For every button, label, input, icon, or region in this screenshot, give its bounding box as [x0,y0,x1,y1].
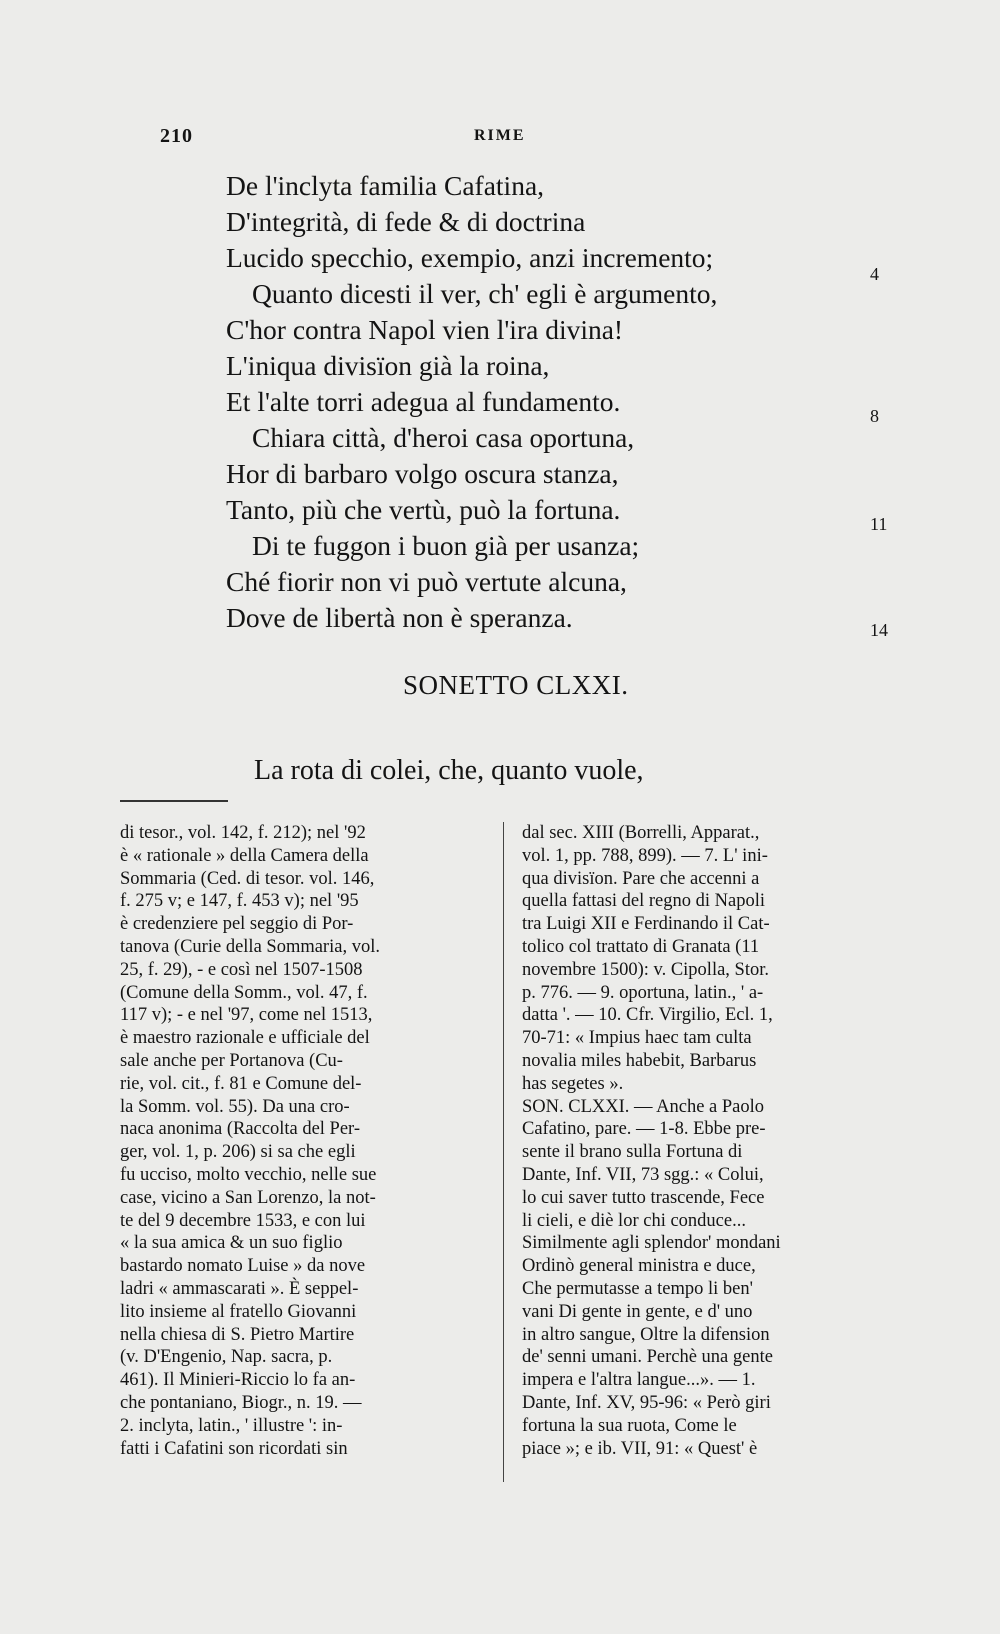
verse-line: Lucido specchio, exempio, anzi incremento; [226,242,714,273]
note-line: che pontaniano, Biogr., n. 19. — [120,1392,362,1413]
note-line: fortuna la sua ruota, Come le [522,1415,737,1436]
note-line: has segetes ». [522,1073,624,1094]
sonnet-heading: SONETTO CLXXI. [403,670,629,700]
note-line: è « rationale » della Camera della [120,845,369,866]
running-head: RIME [474,127,526,144]
note-line: fu ucciso, molto vecchio, nelle sue [120,1164,377,1185]
note-line: te del 9 decembre 1533, e con lui [120,1210,366,1231]
verse-line: Et l'alte torri adegua al fundamento. [226,386,621,417]
verse-line: Ché fiorir non vi può vertute alcuna, [226,566,627,597]
verse-line: Tanto, più che vertù, può la fortuna. [226,494,621,525]
verse-line: Dove de libertà non è speranza. [226,602,573,633]
note-line: nella chiesa di S. Pietro Martire [120,1324,355,1345]
note-line: vol. 1, pp. 788, 899). — 7. L' ini- [522,845,768,866]
note-line: case, vicino a San Lorenzo, la not- [120,1187,376,1208]
verse-line: Chiara città, d'heroi casa oportuna, [252,422,635,453]
note-line: Dante, Inf. VII, 73 sgg.: « Colui, [522,1164,764,1185]
note-line: 2. inclyta, latin., ' illustre ': in- [120,1415,343,1436]
note-line: di tesor., vol. 142, f. 212); nel '92 [120,823,366,843]
note-line: Cafatino, pare. — 1-8. Ebbe pre- [522,1119,766,1140]
note-line: Dante, Inf. XV, 95-96: « Però giri [522,1392,771,1413]
note-line: piace »; e ib. VII, 91: « Quest' è [522,1438,758,1459]
verse-line: De l'inclyta familia Cafatina, [226,170,545,201]
note-line: (v. D'Engenio, Nap. sacra, p. [120,1347,333,1368]
note-line: tolico col trattato di Granata (11 [522,936,760,957]
page-header [0,125,1000,155]
note-line: sente il brano sulla Fortuna di [522,1142,743,1163]
note-line: in altro sangue, Oltre la difension [522,1324,770,1345]
note-line: p. 776. — 9. oportuna, latin., ' a- [522,982,764,1003]
note-line: vani Di gente in gente, e d' uno [522,1301,753,1322]
note-line: Che permutasse a tempo li ben' [522,1278,753,1299]
verse-line: Di te fuggon i buon già per usanza; [252,530,640,561]
note-line: novembre 1500): v. Cipolla, Stor. [522,959,769,980]
note-line: ger, vol. 1, p. 206) si sa che egli [120,1142,356,1163]
note-line: lo cui saver tutto trascende, Fece [522,1187,765,1208]
note-line: quella fattasi del regno di Napoli [522,891,765,912]
note-line: Sommaria (Ced. di tesor. vol. 146, [120,868,375,889]
note-line: novalia miles habebit, Barbarus [522,1050,757,1071]
note-line: la Somm. vol. 55). Da una cro- [120,1096,350,1117]
note-line: 461). Il Minieri-Riccio lo fa an- [120,1370,356,1391]
note-line: f. 275 v; e 147, f. 453 v); nel '95 [120,891,359,912]
verse-line: Hor di barbaro volgo oscura stanza, [226,458,619,489]
line-number: 8 [870,406,879,426]
note-line: Similmente agli splendor' mondani [522,1233,781,1254]
note-line: datta '. — 10. Cfr. Virgilio, Ecl. 1, [522,1005,773,1026]
line-number: 4 [870,264,879,284]
notes-left-column [120,822,492,1460]
page-number: 210 [160,125,193,147]
note-line: 117 v); - e nel '97, come nel 1513, [120,1005,373,1026]
note-line: dal sec. XIII (Borrelli, Apparat., [522,823,760,843]
notes-right-column [522,822,886,1460]
note-line: è credenziere pel seggio di Por- [120,914,354,935]
note-line: bastardo nomato Luise » da nove [120,1256,366,1277]
verse-line: Quanto dicesti il ver, ch' egli è argumento, [252,278,718,309]
note-line: Ordinò general ministra e duce, [522,1256,756,1277]
note-line: fatti i Cafatini son ricordati sin [120,1438,348,1459]
note-line: tanova (Curie della Sommaria, vol. [120,936,380,957]
verse-line: C'hor contra Napol vien l'ira divina! [226,314,624,345]
note-line: sale anche per Portanova (Cu- [120,1050,343,1071]
line-number: 14 [870,620,888,640]
note-line: naca anonima (Raccolta del Per- [120,1119,361,1140]
note-line: (Comune della Somm., vol. 47, f. [120,982,368,1003]
note-line: è maestro razionale e ufficiale del [120,1028,370,1049]
note-line: rie, vol. cit., f. 81 e Comune del- [120,1073,362,1094]
sonnet-first-line: La rota di colei, che, quanto vuole, [254,755,644,786]
column-divider [503,822,504,1482]
note-line: tra Luigi XII e Ferdinando il Cat- [522,914,770,935]
note-line: « la sua amica & un suo figlio [120,1233,343,1254]
note-line: lito insieme al fratello Giovanni [120,1301,357,1322]
note-line: impera e l'altra langue...». — 1. [522,1370,756,1391]
verse-line: D'integrità, di fede & di doctrina [226,206,586,237]
note-line: li cieli, e diè lor chi conduce... [522,1210,746,1231]
verse-line: L'iniqua divisïon già la roina, [226,350,550,381]
note-line: 25, f. 29), - e così nel 1507-1508 [120,959,363,980]
footnote-rule [120,800,228,802]
note-line: ladri « ammascarati ». È seppel- [120,1278,359,1299]
note-line: SON. CLXXI. — Anche a Paolo [522,1096,765,1117]
note-line: qua divisïon. Pare che accenni a [522,868,760,889]
line-number: 11 [870,514,888,534]
note-line: de' senni umani. Perchè una gente [522,1347,773,1368]
note-line: 70-71: « Impius haec tam culta [522,1028,752,1049]
